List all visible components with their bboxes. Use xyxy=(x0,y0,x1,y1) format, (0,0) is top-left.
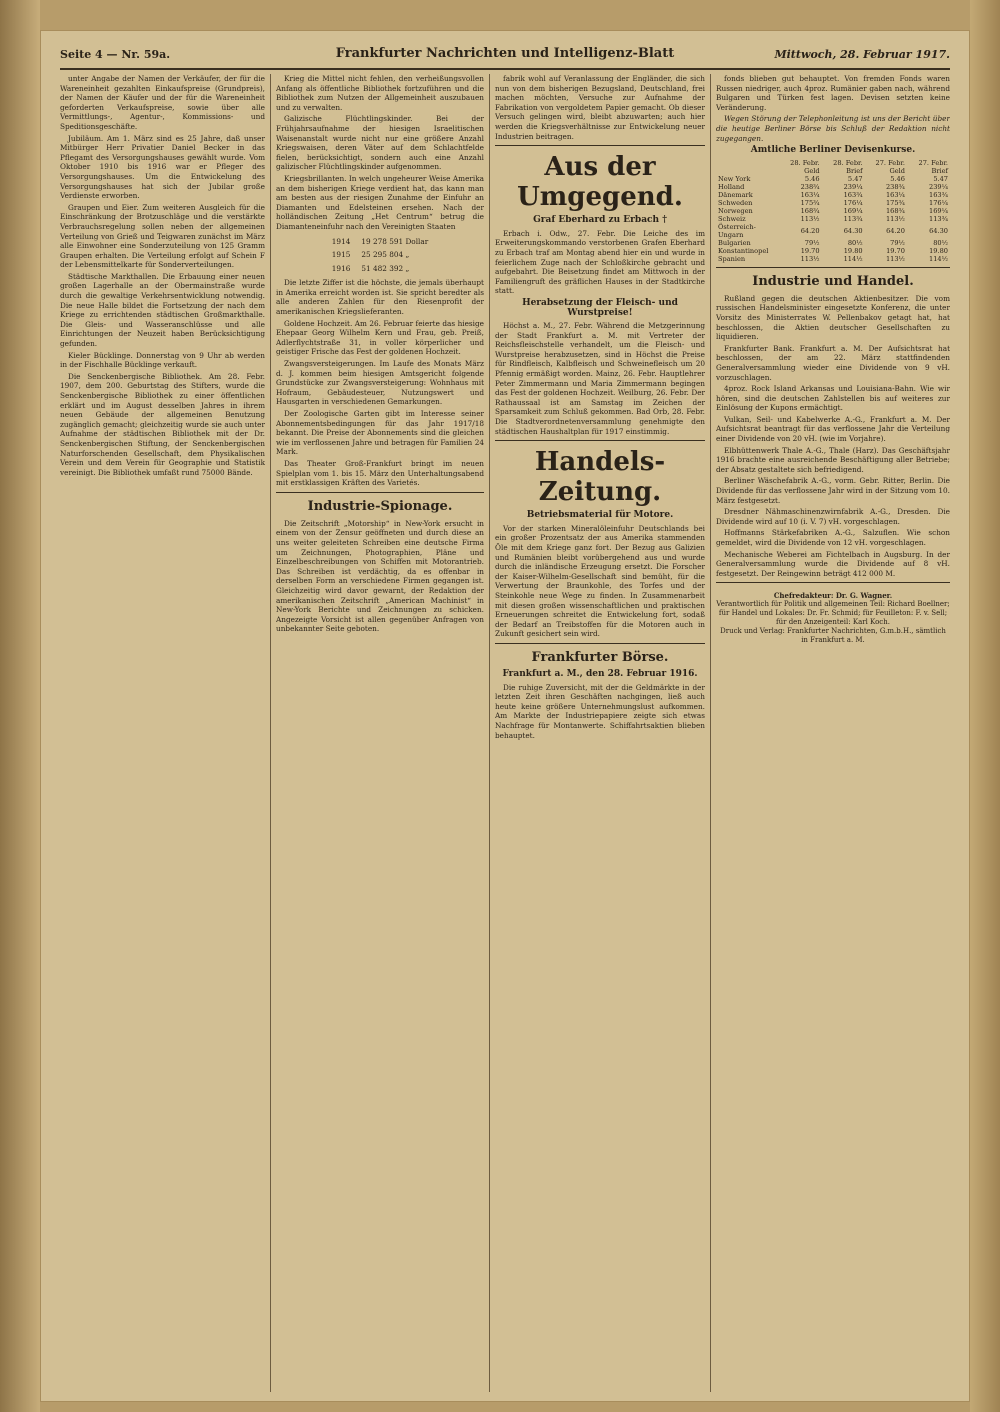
imprint-publisher: Druck und Verlag: Frankfurter Nachrichten, G.m.b.H., sämtlich in Frankfurt a. M. xyxy=(720,627,946,645)
table-cell: 239¼ xyxy=(843,182,863,191)
article-paragraph: Kriegsbrillanten. In welch ungeheurer Weise Amerika an dem bisherigen Kriege verdient hat, das kann man am besten aus der riesigen Zunahme der Einfuhr an Diamanten und Edelsteinen ersehen. Nach der holländischen Zeitung „Het Centrum“ betrug die Diamanteneinfuhr nach den Vereinigten Staaten xyxy=(276,173,484,231)
table-row xyxy=(331,263,429,275)
table-cell: 79½ xyxy=(804,238,820,247)
table-cell: New York xyxy=(718,174,751,183)
column-rule xyxy=(270,74,271,1392)
masthead: Frankfurter Nachrichten und Intelligenz-Blatt xyxy=(335,46,675,61)
table-cell: 114½ xyxy=(843,254,863,263)
article-paragraph: Vor der starken Mineralöleinfuhr Deutschlands bei ein großer Prozentsatz der aus Amerika stammenden Öle mit dem Kriege ganz fort. Der Bezug aus Galizien und Rumänien bleibt vorübergehend aus und wurde durch die inländische Erzeugung ersetzt. Die Forscher der Kaiser-Wilhelm-Gesellschaft sind bemüht, für die Verwertung der Braunkohle, des Torfes und der Steinkohle neue Wege zu finden. In Zusammenarbeit mit diesen großen wissenschaftlichen und praktischen Erneuerungen schreitet die Entwickelung fort, sodaß der Bedarf an Treibstoffen für die Motoren auch in Zukunft gesichert sein wird. xyxy=(495,523,705,639)
table-cell: 5.47 xyxy=(847,174,863,183)
table-cell: 113¾ xyxy=(929,214,948,223)
article-paragraph: Städtische Markthallen. Die Erbauung einer neuen großen Lagerhalle an der Obermainstraße wurde durch die gewaltige Verkehrsentwicklung notwendig. Die neue Halle bildet die Fortsetzung der nach dem Kriege zu errichtenden städtischen Großmarkthalle. Die Gleis- und Wasseranschlüsse und alle Einrichtungen der Neuzeit haben Berücksichtigung gefunden. xyxy=(60,271,265,349)
exchange-rate-row xyxy=(716,183,950,191)
article-paragraph: Elbhüttenwerk Thale A.-G., Thale (Harz). Das Geschäftsjahr 1916 brachte eine ausreichende Beschäftigung aller Betriebe; der Absatz gestaltete sich befriedigend. xyxy=(716,445,950,474)
table-cell: 113½ xyxy=(800,254,820,263)
newspaper-page xyxy=(40,30,970,1402)
section-divider xyxy=(276,492,484,493)
article-paragraph: fonds blieben gut behauptet. Von fremden Fonds waren Russen niedriger, auch 4proz. Rumänier gaben nach, während Bulgaren und Türken fest lagen. Devisen setzten keine Veränderung. xyxy=(716,74,950,112)
table-cell: 168¾ xyxy=(885,206,905,215)
table-cell: 64.30 xyxy=(929,226,948,235)
table-cell: 64.20 xyxy=(800,226,820,235)
column-2 xyxy=(276,74,484,1392)
table-header: 27. Febr. Geld xyxy=(875,158,905,175)
table-cell: 238¾ xyxy=(885,182,905,191)
table-cell: 114½ xyxy=(929,254,948,263)
section-divider xyxy=(716,267,950,268)
book-spine xyxy=(0,0,40,1412)
table-header-row xyxy=(716,159,950,175)
table-cell: 175¾ xyxy=(885,198,905,207)
article-paragraph: unter Angabe der Namen der Verkäufer, der für die Wareneinheit gezahlten Einkaufspreise (Grundpreis), der Namen der Käufer und der für die Wareneinheit geforderten Verkaufspreise, sowie über alle Vermittlungs-, Agentur-, Kommissions- und Speditionsgeschäfte. xyxy=(60,74,265,131)
table-cell: 169¼ xyxy=(843,206,863,215)
article-paragraph: Kieler Bücklinge. Donnerstag von 9 Uhr ab werden in der Fischhalle Bücklinge verkauft. xyxy=(60,350,265,370)
table-cell: Norwegen xyxy=(718,206,753,215)
article-paragraph: Höchst a. M., 27. Febr. Während die Metzgerinnung der Stadt Frankfurt a. M. mit Vertreter der Reichsfleischstelle verhandelt, um die Fleisch- und Wurstpreise herabzusetzen, sind in Höchst die Preise für Rindfleisch, Kalbfleisch und Schweinefleisch um 20 Pfennig ermäßigt worden. Mainz, 26. Febr. Hauptlehrer Peter Zimmermann und Maria Zimmermann begingen das Fest der goldenen Hochzeit. Weilburg, 26. Febr. Der Rathaussaal ist am Samstag im Zeichen der Sparsamkeit zum Schluß gekommen. Bad Orb, 28. Febr. Die Stadtverordnetenversammlung genehmigte den städtischen Haushaltplan für 1917 einstimmig. xyxy=(495,321,705,436)
issue-date: Mittwoch, 28. Februar 1917. xyxy=(774,48,950,61)
section-divider xyxy=(495,145,705,146)
column-4 xyxy=(716,74,950,1392)
table-cell: 19 278 591 Dollar xyxy=(361,236,429,246)
table-cell: 19.70 xyxy=(886,246,905,255)
column-3 xyxy=(495,74,705,1392)
section-divider xyxy=(716,582,950,583)
exchange-rate-row xyxy=(716,239,950,247)
article-paragraph: Frankfurter Bank. Frankfurt a. M. Der Aufsichtsrat hat beschlossen, der am 22. März stattfindenden Generalversammlung wieder eine Dividende von 9 vH. vorzuschlagen. xyxy=(716,343,950,382)
table-cell: 163¾ xyxy=(929,190,948,199)
exchange-rate-row xyxy=(716,207,950,215)
article-paragraph: Krieg die Mittel nicht fehlen, den verheißungsvollen Anfang als öffentliche Bibliothek fortzuführen und die Bibliothek zum Nutzen der Allgemeinheit auszubauen und zu verwalten. xyxy=(276,74,484,112)
table-cell: 1914 xyxy=(331,236,351,246)
table-cell: Konstantinopel xyxy=(718,246,769,255)
section-heading: Industrie und Handel. xyxy=(752,273,914,289)
exchange-rate-row xyxy=(716,199,950,207)
article-paragraph: Der Zoologische Garten gibt im Interesse seiner Abonnementsbedingungen für das Jahr 1917/18 bekannt. Die Preise der Abonnements sind die gleichen wie im verflossenen Jahre und betragen für Familien 24 Mark. xyxy=(276,409,484,457)
table-cell: 19.80 xyxy=(929,246,948,255)
imprint-responsibility: Verantwortlich für Politik und allgemeinen Teil: Richard Boellner; für Handel und Lokales: Dr. Fr. Schmid; für Feuilleton: F. v. Sell; für den Anzeigenteil: Karl Koch. xyxy=(716,600,950,627)
article-paragraph: Die Senckenbergische Bibliothek. Am 28. Febr. 1907, dem 200. Geburtstag des Stifters, wurde die Senckenbergische Bibliothek zu einer öffentlichen erklärt und im August desselben Jahres in ihrem neuen Gebäude der allgemeinen Benutzung zugänglich gemacht; gleichzeitig wurde sie auch unter Aufnahme der städtischen Bibliothek mit der Dr. Senckenbergischen Stiftung, der Senckenbergischen Naturforschenden Gesellschaft, dem Physikalischen Verein und dem Verein für Geographie und Statistik vereinigt. Die Bibliothek umfaßt rund 75000 Bände. xyxy=(60,371,265,477)
article-paragraph: Graupen und Eier. Zum weiteren Ausgleich für die Einschränkung der Brotzuschläge und die verstärkte Verbrauchsregelung sollen neben der allgemeinen Verteilung von Grieß und Teigwaren zunächst im März alle Einwohner eine Sonderzuteilung von 125 Gramm Graupen erhalten. Die Verteilung erfolgt auf Schein F der Lebensmittelkarte für Sonderverteilungen. xyxy=(60,202,265,270)
article-paragraph: 4proz. Rock Island Arkansas und Louisiana-Bahn. Wie wir hören, sind die deutschen Zahlstellen bis auf weiteres zur Einlösung der Kupons ermächtigt. xyxy=(716,384,950,413)
section-heading: Frankfurter Börse. xyxy=(531,649,669,665)
article-paragraph: Galizische Flüchtlingskinder. Bei der Frühjahrsaufnahme der hiesigen Israelitischen Waisenanstalt wurde nicht nur eine größere Anzahl Kriegswaisen, deren Väter auf dem Schlachtfelde fielen, berücksichtigt, sondern auch eine Anzahl galizischer Flüchtlingskinder aufgenommen. xyxy=(276,114,484,172)
exchange-table-title: Amtliche Berliner Devisenkurse. xyxy=(750,145,916,156)
table-cell: 113½ xyxy=(800,214,820,223)
table-cell: 239¼ xyxy=(929,182,948,191)
article-paragraph: Mechanische Weberei am Fichtelbach in Augsburg. In der Generalversammlung wurde die Dividende auf 8 vH. festgesetzt. Der Reingewinn beträgt 412 000 M. xyxy=(716,549,950,578)
table-cell: 5.47 xyxy=(933,174,948,183)
article-paragraph: Zwangsversteigerungen. Im Laufe des Monats März d. J. kommen beim hiesigen Amtsgericht folgende Grundstücke zur Zwangsversteigerung: Wohnhaus mit Hofraum, Gebäudesteuer, Nutzungswert und Hausgarten in verschiedenen Gemarkungen. xyxy=(276,359,484,407)
table-cell: 1916 xyxy=(331,263,351,273)
exchange-note: Wegen Störung der Telephonleitung ist uns der Bericht über die heutige Berliner Börse bis Schluß der Redaktion nicht zugegangen. xyxy=(716,114,950,143)
table-cell: 1915 xyxy=(331,250,351,260)
article-headline: Graf Eberhard zu Erbach † xyxy=(533,215,667,226)
section-divider xyxy=(495,643,705,644)
article-paragraph: Die Zeitschrift „Motorship“ in New-York ersucht in einem von der Zensur geöffneten und durch diese an uns weiter geleiteten Schreiben eine deutsche Firma um Zeichnungen, Photographien, Pläne und Einzelbeschreibungen von Schiffen mit Motorantrieb. Das Schreiben ist verdächtig, da es offenbar in derselben Form an verschiedene Firmen gegangen ist. Gleichzeitig wird davor gewarnt, der Redaktion der amerikanischen Zeitschrift „American Machinist“ in New-York Berichte und Zeichnungen zu schicken. Angezeigte Vorsicht ist allen gegenüber Anfragen von unbekannter Seite geboten. xyxy=(276,518,484,634)
column-rule xyxy=(489,74,490,1392)
table-cell: Bulgarien xyxy=(718,238,751,247)
table-cell: 19.70 xyxy=(800,246,820,255)
table-row xyxy=(331,236,429,248)
exchange-rate-row xyxy=(716,255,950,263)
table-cell: Dänemark xyxy=(718,190,753,199)
exchange-rate-row xyxy=(716,175,950,183)
exchange-rate-row xyxy=(716,223,950,239)
table-cell: 64.30 xyxy=(843,226,863,235)
table-cell: 175¾ xyxy=(800,198,820,207)
imprint-editor: Chefredakteur: Dr. G. Wagner. xyxy=(773,591,893,601)
column-1 xyxy=(60,74,265,1392)
article-paragraph: Jubiläum. Am 1. März sind es 25 Jahre, daß unser Mitbürger Herr Privatier Daniel Becker in das Pflegamt des Versorgungshauses gewählt wurde. Vom Oktober 1910 bis 1916 war er Pfleger des Versorgungshauses. Um die Entwickelung des Versorgungshauses hat sich der Jubilar große Verdienste erworben. xyxy=(60,133,265,201)
section-heading: Aus der Umgegend. xyxy=(517,152,683,213)
table-header: 27. Febr. Brief xyxy=(918,158,948,175)
table-cell: 5.46 xyxy=(890,174,905,183)
table-cell: 25 295 804 „ xyxy=(361,250,410,260)
section-heading: Handels-Zeitung. xyxy=(534,447,666,508)
article-paragraph: Vulkan, Seil- und Kabelwerke A.-G., Frankfurt a. M. Der Aufsichtsrat beantragt für das verflossene Jahr die Verteilung einer Dividende von 20 vH. (wie im Vorjahre). xyxy=(716,414,950,444)
exchange-rate-row xyxy=(716,215,950,223)
diamond-import-table xyxy=(329,234,431,277)
table-cell: 169¼ xyxy=(929,206,948,215)
article-headline: Herabsetzung der Fleisch- und Wurstpreise! xyxy=(522,297,678,318)
table-cell: Schweden xyxy=(718,198,753,207)
article-paragraph: Hoffmanns Stärkefabriken A.-G., Salzuflen. Wie schon gemeldet, wird die Dividende von 12 vH. vorgeschlagen. xyxy=(716,528,950,547)
article-paragraph: Die ruhige Zuversicht, mit der die Geldmärkte in der letzten Zeit ihren Geschäften nachgingen, ließ auch heute keine größere Unternehmungslust aufkommen. Am Markte der Industriepapiere zeigte sich etwas Nachfrage für Montanwerte. Schiffahrtsaktien blieben behauptet. xyxy=(495,682,705,740)
article-paragraph: Das Theater Groß-Frankfurt bringt im neuen Spielplan vom 1. bis 15. März den Unterhaltungsabend mit erstklassigen Kräften des Varietés. xyxy=(276,458,484,488)
article-paragraph: Dresdner Nähmaschinenzwirnfabrik A.-G., Dresden. Die Dividende wird auf 10 (i. V. 7) vH. vorgeschlagen. xyxy=(716,507,950,526)
table-cell: Schweiz xyxy=(718,214,746,223)
table-cell: Holland xyxy=(718,182,745,191)
table-header xyxy=(716,159,779,175)
article-paragraph: Goldene Hochzeit. Am 26. Februar feierte das hiesige Ehepaar Georg Wilhelm Kern und Frau, geb. Preiß, Adlerflychtstraße 31, in voller körperlicher und geistiger Frische das Fest der goldenen Hochzeit. xyxy=(276,318,484,357)
table-row xyxy=(331,249,429,261)
table-cell: 113½ xyxy=(885,254,905,263)
table-cell: 64.20 xyxy=(886,226,905,235)
table-cell: 19.80 xyxy=(843,246,863,255)
page-number: Seite 4 — Nr. 59a. xyxy=(60,48,171,61)
table-cell: Österreich-Ungarn xyxy=(718,222,756,239)
exchange-rates-body xyxy=(716,175,950,263)
page-header xyxy=(60,46,950,70)
dateline: Frankfurt a. M., den 28. Februar 1916. xyxy=(502,668,698,679)
imprint xyxy=(716,591,950,645)
table-cell: 176¼ xyxy=(929,198,948,207)
section-heading: Industrie-Spionage. xyxy=(307,498,453,514)
table-header: 28. Febr. Geld xyxy=(790,158,820,175)
page-edge xyxy=(970,0,1000,1412)
article-paragraph: fabrik wohl auf Veranlassung der Engländer, die sich nun von dem bisherigen Bezugsland, Deutschland, frei machen möchten, Versuche zur Aufnahme der Fabrikation von vergoldetem Papier gemacht. Ob dieser Versuch gelingen wird, bleibt abzuwarten; auch hier werden die Kriegsverhältnisse zur Entwickelung neuer Industrien beitragen. xyxy=(495,74,705,141)
table-cell: 113½ xyxy=(885,214,905,223)
table-cell: Spanien xyxy=(718,254,746,263)
column-rule xyxy=(710,74,711,1392)
section-divider xyxy=(495,440,705,441)
table-cell: 176¼ xyxy=(843,198,863,207)
table-cell: 163¾ xyxy=(843,190,863,199)
article-paragraph: Die letzte Ziffer ist die höchste, die jemals überhaupt in Amerika erreicht worden ist. Sie spricht beredter als alle anderen Zahlen für den Riesenprofit der amerikanischen Kriegslieferanten. xyxy=(276,278,484,317)
article-paragraph: Berliner Wäschefabrik A.-G., vorm. Gebr. Ritter, Berlin. Die Dividende für das verflossene Jahr wird in der Sitzung vom 10. März festgesetzt. xyxy=(716,476,950,505)
table-cell: 80½ xyxy=(847,238,863,247)
exchange-rates-table xyxy=(716,159,950,263)
article-paragraph: Erbach i. Odw., 27. Febr. Die Leiche des im Erweiterungskommando verstorbenen Grafen Eberhard zu Erbach traf am Montag abend hier ein und wurde in feierlichem Zuge nach der Schloßkirche gebracht und aufgebahrt. Die Beisetzung findet am Mittwoch in der Familiengruft des gräflichen Hauses in der Stadtkirche statt. xyxy=(495,228,705,296)
article-headline: Betriebsmaterial für Motore. xyxy=(526,510,674,521)
table-cell: 5.46 xyxy=(804,174,820,183)
table-cell: 80½ xyxy=(933,238,948,247)
table-cell: 51 482 392 „ xyxy=(361,263,410,273)
exchange-rate-row xyxy=(716,247,950,255)
table-cell: 79½ xyxy=(890,238,905,247)
table-cell: 163¼ xyxy=(800,190,820,199)
table-header: 28. Febr. Brief xyxy=(833,158,863,175)
table-cell: 113¾ xyxy=(843,214,863,223)
table-cell: 163¼ xyxy=(885,190,905,199)
article-paragraph: Rußland gegen die deutschen Aktienbesitzer. Die vom russischen Handelsminister eingesetzte Konferenz, die unter Vorsitz des Ministerrates W. Pellenbakov getagt hat, hat beschlossen, die Aktien deutscher Gesellschaften zu liquidieren. xyxy=(716,293,950,342)
table-cell: 238¾ xyxy=(800,182,820,191)
table-cell: 168¾ xyxy=(800,206,820,215)
exchange-rate-row xyxy=(716,191,950,199)
